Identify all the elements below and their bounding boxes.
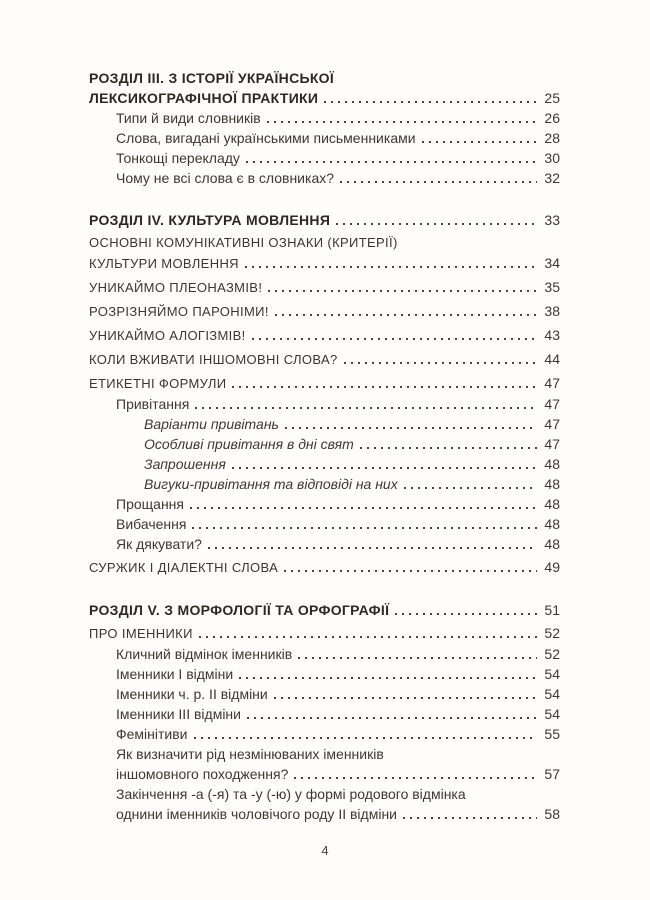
toc-page-number: 25 <box>544 90 560 106</box>
toc-entry-label: Закінчення -а (-я) та -у (-ю) у формі родового відмінка <box>116 786 466 802</box>
toc-entry-label: Фемінітиви <box>116 726 188 742</box>
toc-entry-label: Тонкощі перекладу <box>116 150 240 166</box>
toc-row <box>89 623 560 644</box>
toc-entry-label: Привітання <box>116 396 190 412</box>
toc-row <box>89 373 560 394</box>
toc-entry-label: Типи й види словників <box>116 110 261 126</box>
toc-row <box>89 434 560 454</box>
toc-row <box>89 88 560 108</box>
dot-leader <box>274 697 537 699</box>
toc-page-number: 52 <box>544 646 560 662</box>
toc-entry-label: Як дякувати? <box>116 536 202 552</box>
toc-entry-label: Запрошення <box>144 456 226 472</box>
dot-leader <box>239 677 537 679</box>
toc-entry-label: РОЗДІЛ ІІІ. З ІСТОРІЇ УКРАЇНСЬКОЇ <box>89 70 335 86</box>
dot-leader <box>194 737 538 739</box>
toc-entry-label: Вибачення <box>116 516 187 532</box>
toc-page-number: 48 <box>544 536 560 552</box>
dot-leader <box>285 427 537 429</box>
dot-leader <box>395 613 537 615</box>
toc-page-number: 47 <box>544 396 560 412</box>
dot-leader <box>267 121 537 123</box>
toc-page-number: 47 <box>544 436 560 452</box>
toc-entry-label: Іменники ч. р. ІІ відміни <box>116 686 268 702</box>
toc-row <box>89 68 560 88</box>
dot-leader <box>284 570 537 572</box>
dot-leader <box>360 447 537 449</box>
toc-page-number: 35 <box>544 279 560 295</box>
dot-leader <box>268 290 537 292</box>
dot-leader <box>422 141 537 143</box>
dot-leader <box>340 181 537 183</box>
toc-entry-label: Іменники ІІІ відміни <box>116 706 241 722</box>
toc-row <box>89 349 560 370</box>
toc-page-number: 38 <box>544 303 560 319</box>
page-footer <box>0 843 650 858</box>
toc-row <box>89 277 560 298</box>
dot-leader <box>199 636 537 638</box>
dot-leader <box>192 527 537 529</box>
toc-entry-label: Прощання <box>116 496 184 512</box>
toc-page-number: 47 <box>544 416 560 432</box>
toc-row <box>89 744 560 764</box>
dot-leader <box>247 717 537 719</box>
toc-page-number: 32 <box>544 170 560 186</box>
toc-entry-label: Іменники І відміни <box>116 666 234 682</box>
toc-row <box>89 325 560 346</box>
toc-entry-label: ПРО ІМЕННИКИ <box>89 626 193 641</box>
toc-entry-label: Чому не всі слова є в словниках? <box>116 170 335 186</box>
toc-entry-label: КУЛЬТУРИ МОВЛЕННЯ <box>89 256 239 271</box>
toc-row <box>89 684 560 704</box>
toc-row <box>89 474 560 494</box>
toc-row <box>89 644 560 664</box>
toc-row <box>89 148 560 168</box>
toc-page-number: 49 <box>544 559 560 575</box>
toc-page-number: 48 <box>544 476 560 492</box>
toc-entry-label: Кличний відмінок іменників <box>116 646 293 662</box>
dot-leader <box>344 362 537 364</box>
toc-entry-label: ОСНОВНІ КОМУНІКАТИВНІ ОЗНАКИ (КРИТЕРІЇ) <box>89 235 398 250</box>
toc-entry-label: однини іменників чоловічого роду ІІ відміни <box>116 806 397 822</box>
dot-leader <box>324 101 537 103</box>
toc-page-number: 54 <box>544 686 560 702</box>
toc-entry-label: ЛЕКСИКОГРАФІЧНОЇ ПРАКТИКИ <box>89 90 319 106</box>
toc-row <box>89 704 560 724</box>
dot-leader <box>252 338 537 340</box>
dot-leader <box>298 657 537 659</box>
toc-entry-label: іншомовного походження? <box>116 766 289 782</box>
toc-entry-label: Особливі привітання в дні свят <box>144 436 354 452</box>
toc-row <box>89 764 560 784</box>
toc-row <box>89 128 560 148</box>
toc-row <box>89 557 560 578</box>
toc-row <box>89 301 560 322</box>
dot-leader <box>336 223 537 225</box>
dot-leader <box>190 507 537 509</box>
toc-row <box>89 534 560 554</box>
toc-entry-label: РОЗДІЛ ІV. КУЛЬТУРА МОВЛЕННЯ <box>89 212 331 228</box>
toc-row <box>89 724 560 744</box>
toc-row <box>89 804 560 824</box>
toc-entry-label: РОЗДІЛ V. З МОРФОЛОГІЇ ТА ОРФОГРАФІЇ <box>89 602 390 618</box>
toc-page-number: 54 <box>544 666 560 682</box>
toc-row <box>89 168 560 188</box>
dot-leader <box>294 777 537 779</box>
toc-entry-label: ЕТИКЕТНІ ФОРМУЛИ <box>89 376 227 391</box>
toc-page-number: 28 <box>544 130 560 146</box>
toc-row <box>89 454 560 474</box>
toc-list <box>89 68 560 824</box>
toc-page-number: 57 <box>544 766 560 782</box>
toc-entry-label: УНИКАЙМО ПЛЕОНАЗМІВ! <box>89 280 263 295</box>
dot-leader <box>246 161 537 163</box>
dot-leader <box>275 314 537 316</box>
toc-row <box>89 514 560 534</box>
toc-page-number: 30 <box>544 150 560 166</box>
dot-leader <box>245 266 537 268</box>
toc-page-number: 55 <box>544 726 560 742</box>
dot-leader <box>232 467 537 469</box>
toc-row <box>89 233 560 253</box>
toc-page-number: 52 <box>544 625 560 641</box>
toc-page-number: 54 <box>544 706 560 722</box>
dot-leader <box>195 407 537 409</box>
toc-entry-label: Як визначити рід незмінюваних іменників <box>116 746 384 762</box>
toc-page-number: 48 <box>544 496 560 512</box>
toc-entry-label: Слова, вигадані українськими письменниками <box>116 130 416 146</box>
toc-row <box>89 664 560 684</box>
toc-entry-label: РОЗРІЗНЯЙМО ПАРОНІМИ! <box>89 304 269 319</box>
dot-leader <box>208 547 537 549</box>
toc-page-number: 48 <box>544 456 560 472</box>
toc-page-number: 44 <box>544 351 560 367</box>
toc-row <box>89 414 560 434</box>
toc-page-number: 26 <box>544 110 560 126</box>
toc-entry-label: КОЛИ ВЖИВАТИ ІНШОМОВНІ СЛОВА? <box>89 352 338 367</box>
toc-page-number: 47 <box>544 375 560 391</box>
dot-leader <box>403 817 537 819</box>
dot-leader <box>404 487 537 489</box>
toc-entry-label: Варіанти привітань <box>144 416 279 432</box>
toc-page-number: 43 <box>544 327 560 343</box>
toc-page-number: 51 <box>544 602 560 618</box>
toc-row <box>89 253 560 274</box>
toc-entry-label: Вигуки-привітання та відповіді на них <box>144 476 398 492</box>
toc-row <box>89 494 560 514</box>
toc-page-number: 34 <box>544 255 560 271</box>
folio-page-number: 4 <box>321 843 329 858</box>
toc-row <box>89 600 560 620</box>
toc-row <box>89 108 560 128</box>
toc-page-number: 58 <box>544 806 560 822</box>
toc-entry-label: УНИКАЙМО АЛОГІЗМІВ! <box>89 328 246 343</box>
toc-page-number: 33 <box>544 212 560 228</box>
toc-row <box>89 784 560 804</box>
toc-row <box>89 394 560 414</box>
toc-row <box>89 210 560 230</box>
toc-entry-label: СУРЖИК І ДІАЛЕКТНІ СЛОВА <box>89 560 279 575</box>
toc-page-number: 48 <box>544 516 560 532</box>
dot-leader <box>232 386 537 388</box>
